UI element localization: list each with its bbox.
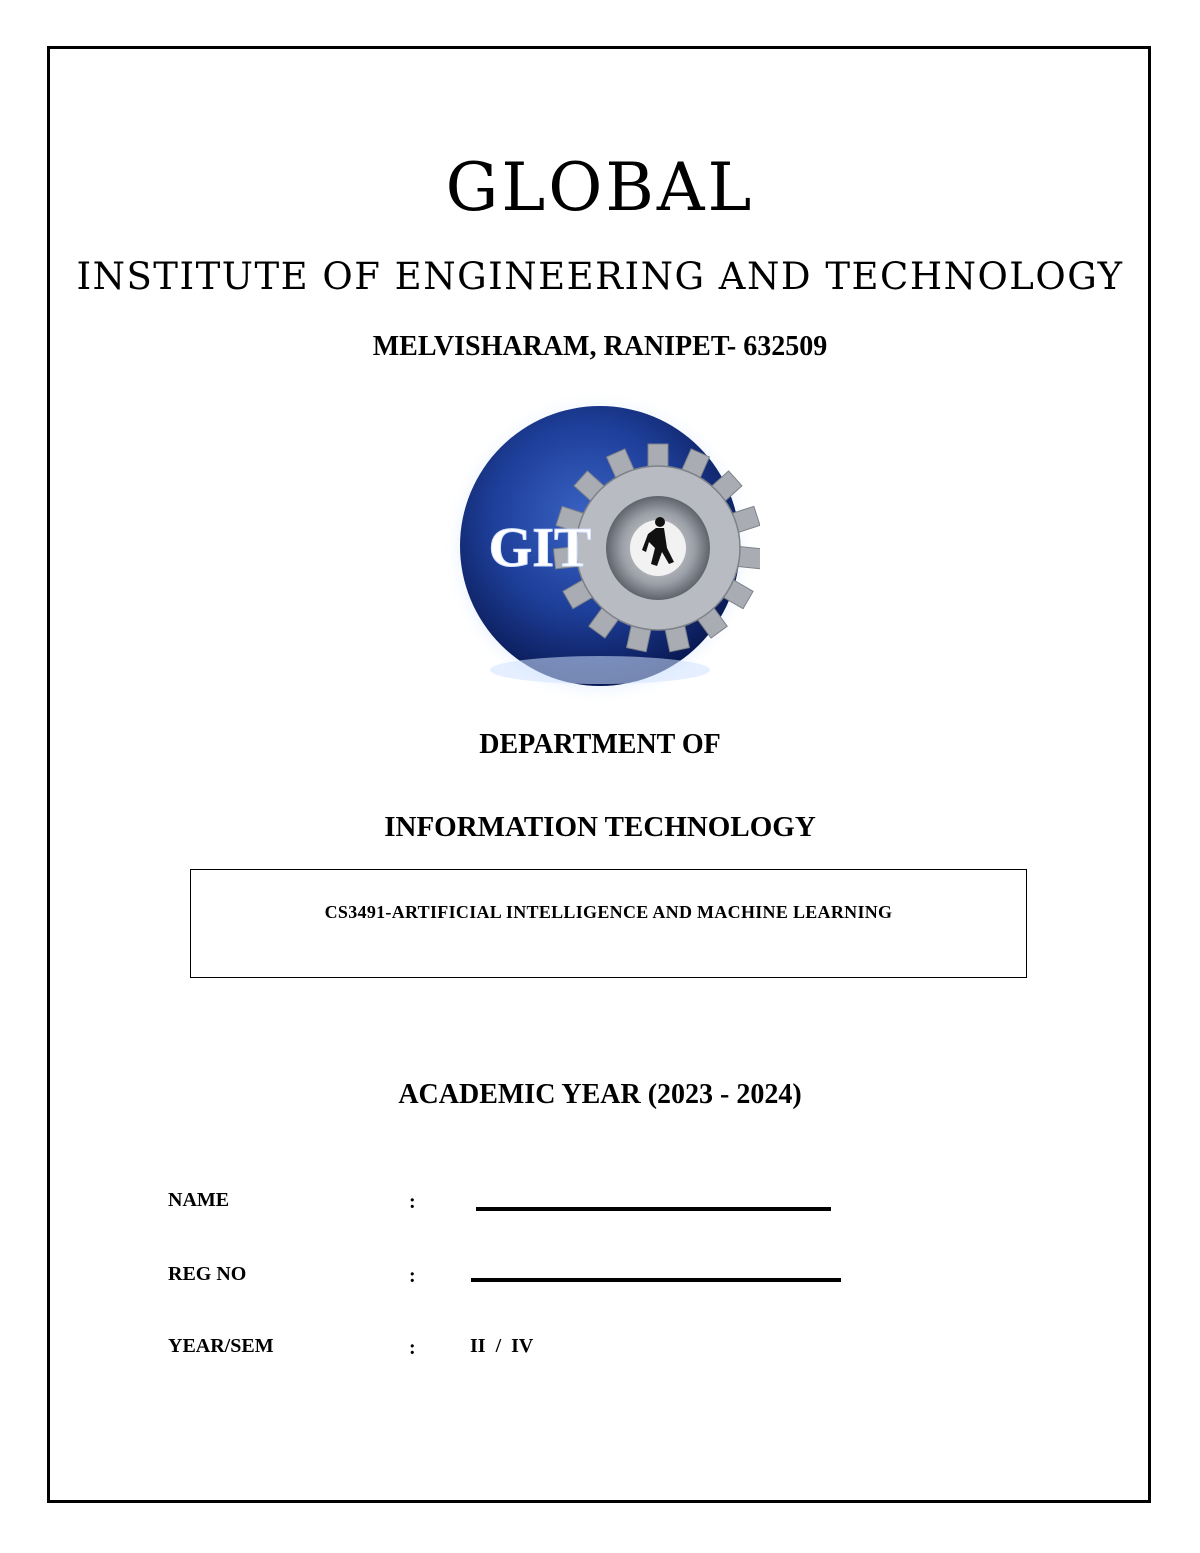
reg-no-label: REG NO	[168, 1263, 247, 1285]
reg-no-blank-line	[471, 1278, 841, 1282]
institution-address: MELVISHARAM, RANIPET- 632509	[372, 331, 828, 362]
name-colon: :	[409, 1191, 416, 1213]
academic-year: ACADEMIC YEAR (2023 - 2024)	[398, 1079, 802, 1110]
year-sem-colon: :	[409, 1337, 416, 1359]
name-label: NAME	[168, 1189, 230, 1211]
name-blank-line	[476, 1207, 831, 1211]
reg-no-colon: :	[409, 1265, 416, 1287]
logo-text: GIT	[488, 517, 592, 579]
gear-runner-emblem-icon	[440, 388, 760, 708]
year-sem-value: II / IV	[470, 1335, 534, 1357]
department-line-2: INFORMATION TECHNOLOGY	[384, 811, 816, 843]
course-title: CS3491-ARTIFICIAL INTELLIGENCE AND MACHINE LEARNING	[324, 902, 893, 922]
institution-name: GLOBAL	[445, 149, 755, 226]
course-title-box	[190, 869, 1027, 978]
year-sem-label: YEAR/SEM	[168, 1335, 274, 1357]
department-line-1: DEPARTMENT OF	[479, 729, 721, 760]
college-logo	[440, 388, 760, 708]
institution-subtitle: INSTITUTE OF ENGINEERING AND TECHNOLOGY	[76, 255, 1124, 298]
